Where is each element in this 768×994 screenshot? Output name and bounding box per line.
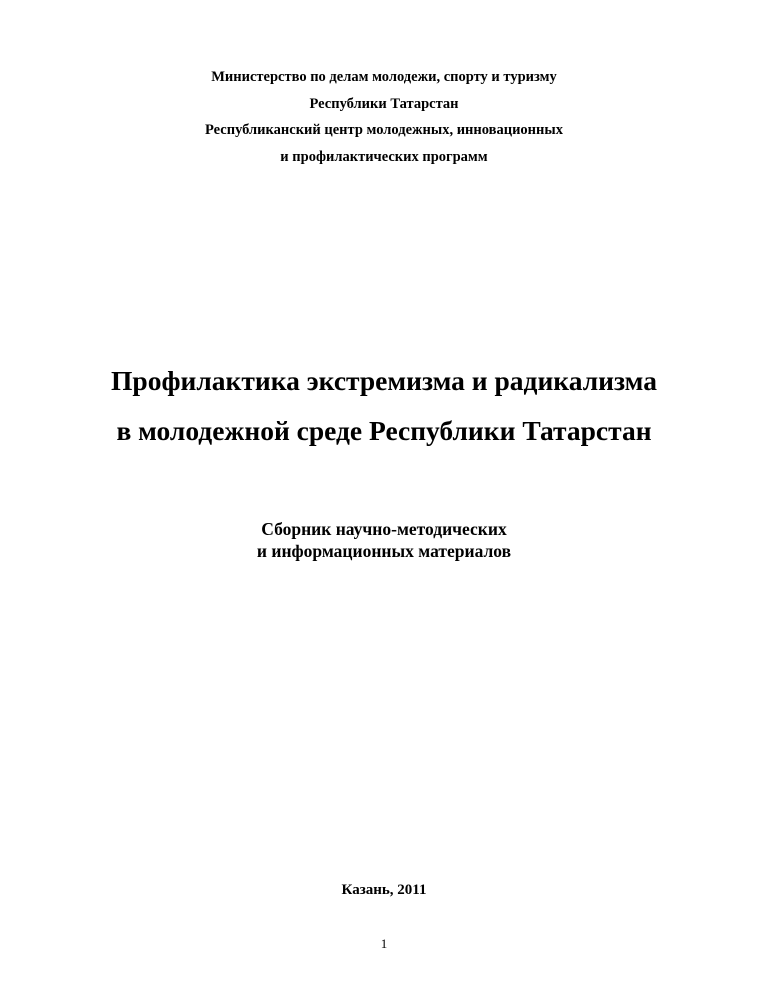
title-line-2: в молодежной среде Республики Татарстан — [116, 415, 652, 446]
subtitle-line-2: и информационных материалов — [256, 541, 512, 561]
subtitle-line-1: Сборник научно-методических — [261, 519, 507, 539]
document-subtitle — [0, 518, 768, 562]
center-name-line: Республиканский центр молодежных, инновационных — [205, 122, 563, 138]
place-and-year: Казань, 2011 — [341, 882, 427, 898]
ministry-name-line: Министерство по делам молодежи, спорту и туризму — [211, 69, 557, 85]
page-number: 1 — [380, 936, 388, 951]
republic-name-line: Республики Татарстан — [309, 95, 459, 112]
issuing-organization — [0, 64, 768, 170]
center-name-line-continued: и профилактических программ — [280, 148, 488, 165]
title-line-1: Профилактика экстремизма и радикализма — [111, 365, 657, 396]
document-title — [0, 356, 768, 456]
